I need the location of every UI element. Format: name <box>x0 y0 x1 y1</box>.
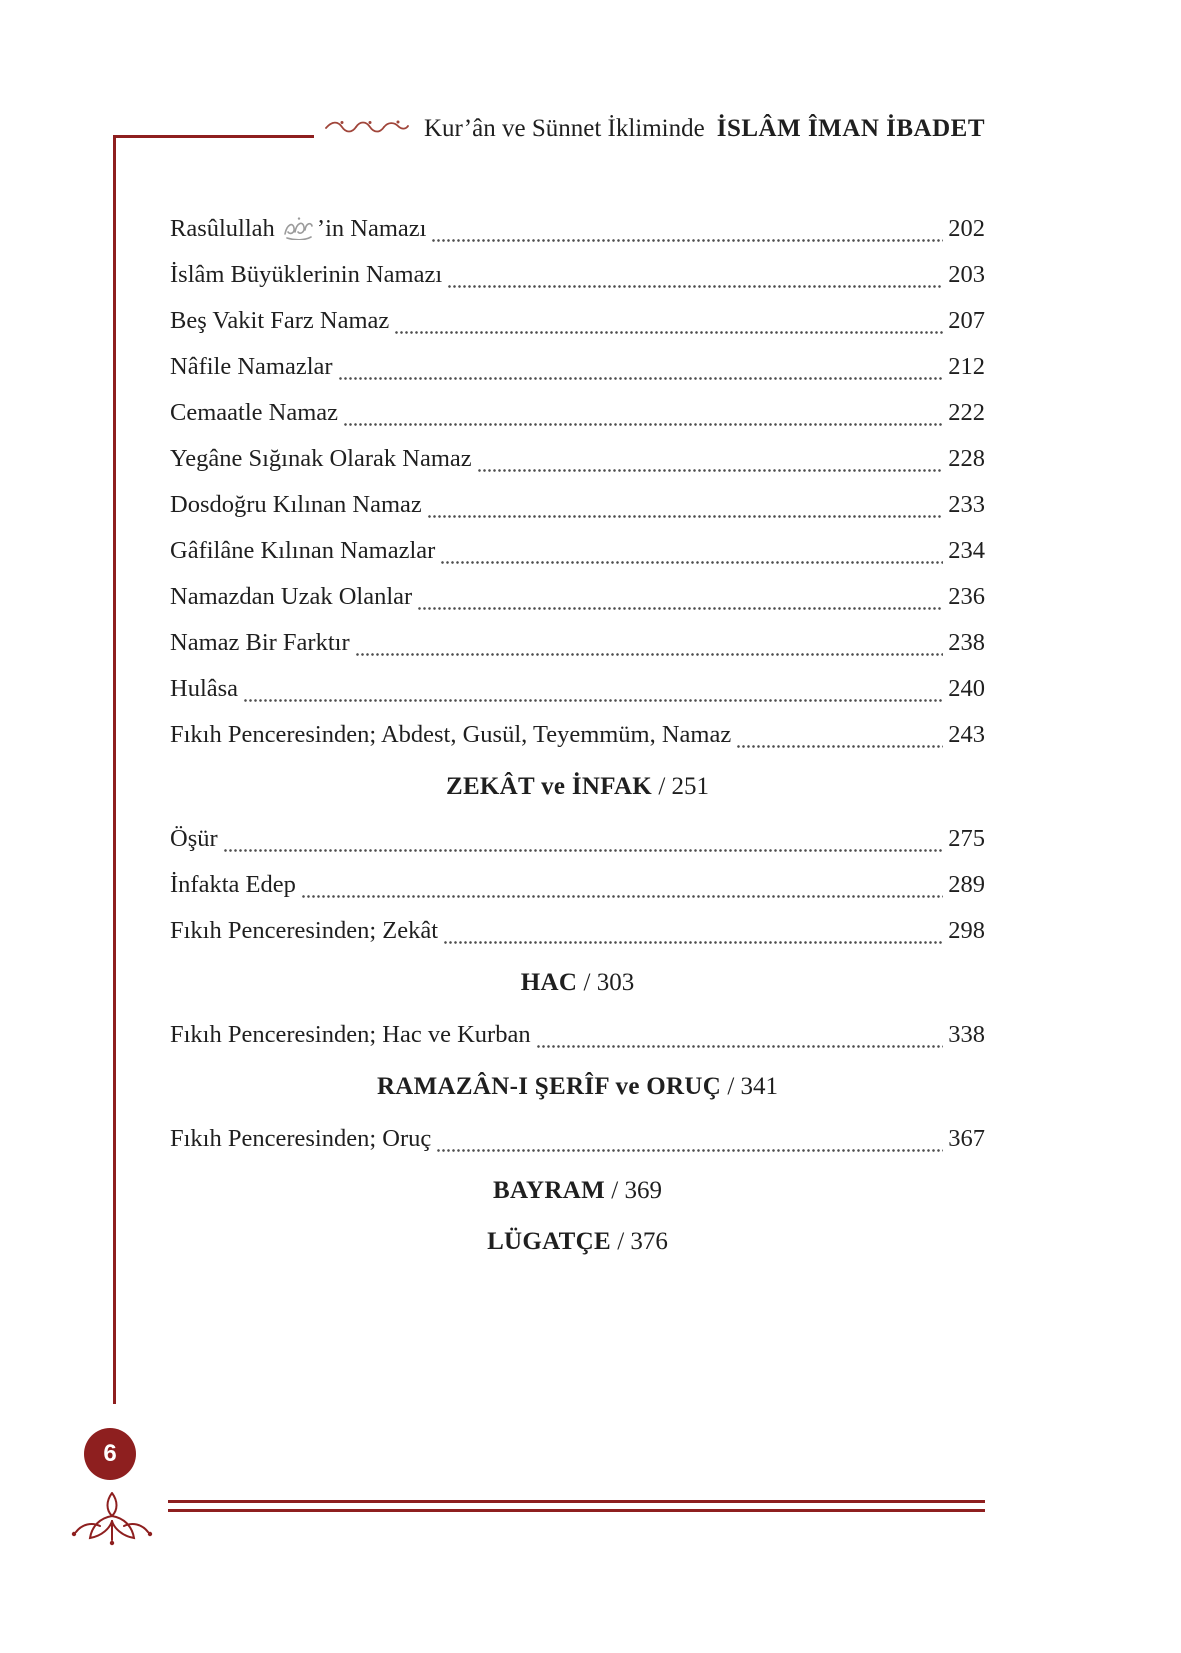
toc-entry-title: Dosdoğru Kılınan Namaz <box>170 491 422 518</box>
toc-entry-page-number: 228 <box>948 445 985 472</box>
dotted-leader <box>432 239 943 242</box>
footer-rule-top <box>168 1500 985 1503</box>
toc-entry <box>170 620 985 666</box>
section-title: LÜGATÇE <box>487 1228 611 1255</box>
page-header <box>113 108 985 150</box>
dotted-leader <box>537 1045 944 1048</box>
section-page-number: / 303 <box>577 969 635 996</box>
toc-entry-title: Rasûlullah ’in Namazı <box>170 215 427 242</box>
dotted-leader <box>448 285 943 288</box>
toc-entry-title: Cemaatle Namaz <box>170 399 339 426</box>
toc-entry-page-number: 233 <box>948 491 985 518</box>
section-title: HAC <box>520 969 578 996</box>
dotted-leader <box>478 469 944 472</box>
footer-double-rule <box>168 1500 985 1512</box>
dotted-leader <box>302 895 943 898</box>
header-ornament-icon <box>324 119 410 140</box>
toc-entry <box>170 666 985 712</box>
dotted-leader <box>437 1149 943 1152</box>
toc-entry <box>170 1116 985 1162</box>
toc-section-heading <box>170 1169 985 1213</box>
toc-entry <box>170 528 985 574</box>
dotted-leader <box>418 607 943 610</box>
section-title: RAMAZÂN-I ŞERÎF ve ORUÇ <box>376 1073 722 1100</box>
footer-rule-bottom <box>168 1509 985 1512</box>
toc-entry-page-number: 289 <box>948 871 985 898</box>
toc-entry-title: Fıkıh Penceresinden; Oruç <box>170 1125 432 1152</box>
toc-entry-page-number: 236 <box>948 583 985 610</box>
toc-section-heading <box>170 765 985 809</box>
toc-entry-title: Fıkıh Penceresinden; Abdest, Gusül, Teyemmüm, Namaz <box>170 721 732 748</box>
dotted-leader <box>244 699 943 702</box>
section-page-number: / 369 <box>605 1177 662 1204</box>
toc-entry <box>170 252 985 298</box>
toc-entry-page-number: 243 <box>948 721 985 748</box>
toc-entry-title: Nâfile Namazlar <box>170 353 333 380</box>
toc-entry-title: İslâm Büyüklerinin Namazı <box>170 261 443 288</box>
toc-entry-title: Fıkıh Penceresinden; Hac ve Kurban <box>170 1021 531 1048</box>
header-rule <box>113 135 314 138</box>
footer-ornament-icon <box>66 1488 158 1551</box>
dotted-leader <box>441 561 943 564</box>
toc-section-heading <box>170 1220 985 1264</box>
toc-entry-page-number: 212 <box>948 353 985 380</box>
section-page-number: / 341 <box>721 1073 779 1100</box>
toc-entry-title: Gâfilâne Kılınan Namazlar <box>170 537 436 564</box>
dotted-leader <box>356 653 944 656</box>
toc-entry-title: Fıkıh Penceresinden; Zekât <box>170 917 439 944</box>
book-series-title: Kur’ân ve Sünnet İkliminde <box>424 115 705 142</box>
toc-entry-page-number: 275 <box>948 825 985 852</box>
left-margin-rule <box>113 136 116 1404</box>
section-title: BAYRAM <box>493 1177 606 1204</box>
dotted-leader <box>444 941 943 944</box>
toc-entry <box>170 390 985 436</box>
toc-entry-title: Namazdan Uzak Olanlar <box>170 583 413 610</box>
dotted-leader <box>224 849 944 852</box>
page-number-badge <box>84 1428 136 1480</box>
toc-entry <box>170 482 985 528</box>
section-title: ZEKÂT ve İNFAK <box>445 773 653 800</box>
dotted-leader <box>344 423 943 426</box>
toc-entry <box>170 344 985 390</box>
toc-entry-page-number: 222 <box>948 399 985 426</box>
toc-section-heading <box>170 961 985 1005</box>
toc-entry-page-number: 238 <box>948 629 985 656</box>
section-page-number: / 251 <box>652 773 710 800</box>
toc-section-heading <box>170 1065 985 1109</box>
toc-entry <box>170 436 985 482</box>
toc-entry <box>170 862 985 908</box>
toc-entry-title: Beş Vakit Farz Namaz <box>170 307 390 334</box>
dotted-leader <box>428 515 944 518</box>
book-title: İSLÂM ÎMAN İBADET <box>716 115 985 142</box>
page-number: 6 <box>103 1440 117 1467</box>
toc-entry-page-number: 202 <box>948 215 985 242</box>
sallallahu-alayhi-wasallam-icon <box>283 216 315 240</box>
toc-entry-title: Yegâne Sığınak Olarak Namaz <box>170 445 472 472</box>
dotted-leader <box>395 331 943 334</box>
toc-entry-title: İnfakta Edep <box>170 871 296 898</box>
dotted-leader <box>737 745 943 748</box>
toc-entry-title: Hulâsa <box>170 675 239 702</box>
toc-entry-page-number: 207 <box>948 307 985 334</box>
toc-entry-page-number: 240 <box>948 675 985 702</box>
toc-entry <box>170 712 985 758</box>
toc-entry <box>170 816 985 862</box>
toc-entry <box>170 206 985 252</box>
toc-entry <box>170 574 985 620</box>
toc-entry <box>170 298 985 344</box>
toc-entry-page-number: 203 <box>948 261 985 288</box>
toc-entry-page-number: 367 <box>948 1125 985 1152</box>
dotted-leader <box>339 377 944 380</box>
toc-entry-page-number: 234 <box>948 537 985 564</box>
toc-entry-page-number: 338 <box>948 1021 985 1048</box>
toc-entry-title: Öşür <box>170 825 218 852</box>
section-page-number: / 376 <box>610 1228 668 1255</box>
toc <box>170 206 985 1271</box>
toc-entry-page-number: 298 <box>948 917 985 944</box>
toc-entry <box>170 908 985 954</box>
toc-entry-title: Namaz Bir Farktır <box>170 629 350 656</box>
toc-entry <box>170 1012 985 1058</box>
